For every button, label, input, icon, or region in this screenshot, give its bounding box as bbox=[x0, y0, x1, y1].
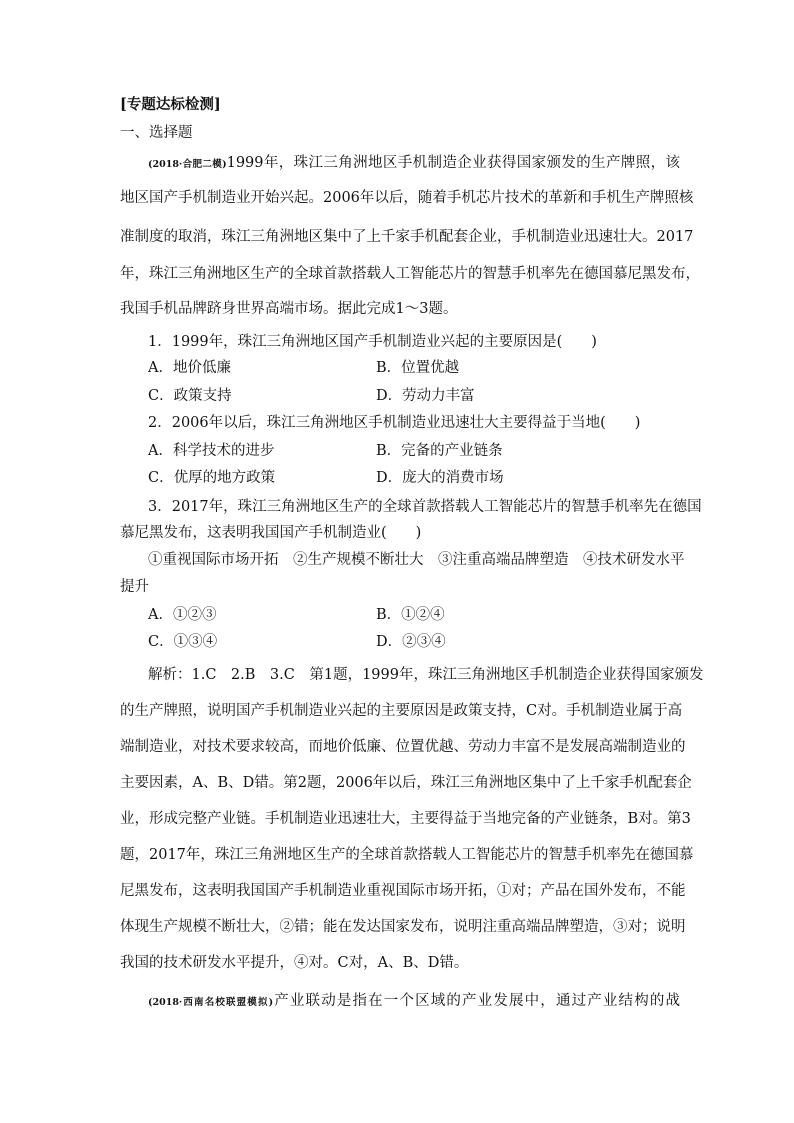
q3-stem-line-2: 慕尼黑发布，这表明我国国产手机制造业( ) bbox=[120, 525, 422, 541]
section-label: [专题达标检测] bbox=[120, 96, 221, 113]
passage1-line-2: 地区国产手机制造业开始兴起。2006年以后，随着手机芯片技术的革新和手机生产牌照核 bbox=[120, 190, 694, 206]
q3-option-c: C．①③④ bbox=[148, 634, 218, 650]
q1-option-b: B．位置优越 bbox=[376, 360, 460, 376]
q3-stem-line-1: 3．2017年，珠江三角洲地区生产的全球首款搭载人工智能芯片的智慧手机率先在德国 bbox=[148, 499, 702, 515]
q3-statements-line-2: 提升 bbox=[120, 579, 149, 595]
q1-option-a: A．地价低廉 bbox=[148, 360, 231, 376]
analysis-line-7: 尼黑发布，这表明我国国产手机制造业重视国际市场开拓，①对；产品在国外发布，不能 bbox=[120, 883, 686, 899]
q2-stem: 2．2006年以后，珠江三角洲地区手机制造业迅速壮大主要得益于当地( ) bbox=[148, 415, 641, 431]
analysis-line-8: 体现生产规模不断壮大，②错；能在发达国家发布，说明注重高端品牌塑造，③对；说明 bbox=[120, 919, 686, 935]
analysis-line-6: 题，2017年，珠江三角洲地区生产的全球首款搭载人工智能芯片的智慧手机率先在德国慕 bbox=[120, 847, 694, 863]
q2-option-b: B．完备的产业链条 bbox=[376, 443, 503, 459]
passage2-line-1: (2018·西南名校联盟模拟)产业联动是指在一个区域的产业发展中，通过产业结构的战 bbox=[148, 993, 680, 1009]
analysis-line-9: 我国的技术研发水平提升，④对。C对，A、B、D错。 bbox=[120, 955, 469, 971]
passage1-line-5: 我国手机品牌跻身世界高端市场。据此完成1～3题。 bbox=[120, 301, 458, 317]
analysis-line-4: 主要因素，A、B、D错。第2题，2006年以后，珠江三角洲地区集中了上千家手机配套企 bbox=[120, 775, 692, 791]
analysis-line-1: 解析：1.C 2.B 3.C 第1题，1999年，珠江三角洲地区手机制造企业获得国家颁发 bbox=[148, 667, 704, 683]
passage1-line-4: 年，珠江三角洲地区生产的全球首款搭载人工智能芯片的智慧手机率先在德国慕尼黑发布， bbox=[120, 266, 700, 282]
q3-statements-line-1: ①重视国际市场开拓 ②生产规模不断壮大 ③注重高端品牌塑造 ④技术研发水平 bbox=[148, 552, 685, 568]
q3-option-d: D．②③④ bbox=[376, 634, 446, 650]
q3-option-a: A．①②③ bbox=[148, 607, 217, 623]
passage1-line-3: 准制度的取消，珠江三角洲地区集中了上千家手机配套企业，手机制造业迅速壮大。2017 bbox=[120, 229, 694, 245]
analysis-line-2: 的生产牌照，说明国产手机制造业兴起的主要原因是政策支持，C对。手机制造业属于高 bbox=[120, 703, 683, 719]
part-heading: 一、选择题 bbox=[120, 125, 193, 141]
q1-option-c: C．政策支持 bbox=[148, 388, 232, 404]
passage1-source: (2018·合肥二模) bbox=[148, 159, 227, 170]
q3-option-b: B．①②④ bbox=[376, 607, 445, 623]
q1-option-d: D．劳动力丰富 bbox=[376, 388, 475, 404]
analysis-line-3: 端制造业，对技术要求较高，而地价低廉、位置优越、劳动力丰富不是发展高端制造业的 bbox=[120, 739, 686, 755]
q2-option-a: A．科学技术的进步 bbox=[148, 443, 275, 459]
q1-stem: 1．1999年，珠江三角洲地区国产手机制造业兴起的主要原因是( ) bbox=[148, 334, 597, 350]
q2-option-c: C．优厚的地方政策 bbox=[148, 470, 276, 486]
analysis-line-5: 业，形成完整产业链。手机制造业迅速壮大，主要得益于当地完备的产业链条，B对。第3 bbox=[120, 811, 691, 827]
q2-option-d: D．庞大的消费市场 bbox=[376, 470, 504, 486]
passage2-source: (2018·西南名校联盟模拟) bbox=[148, 997, 274, 1008]
passage1-line-1: (2018·合肥二模)1999年，珠江三角洲地区手机制造企业获得国家颁发的生产牌照，该 bbox=[148, 155, 680, 171]
